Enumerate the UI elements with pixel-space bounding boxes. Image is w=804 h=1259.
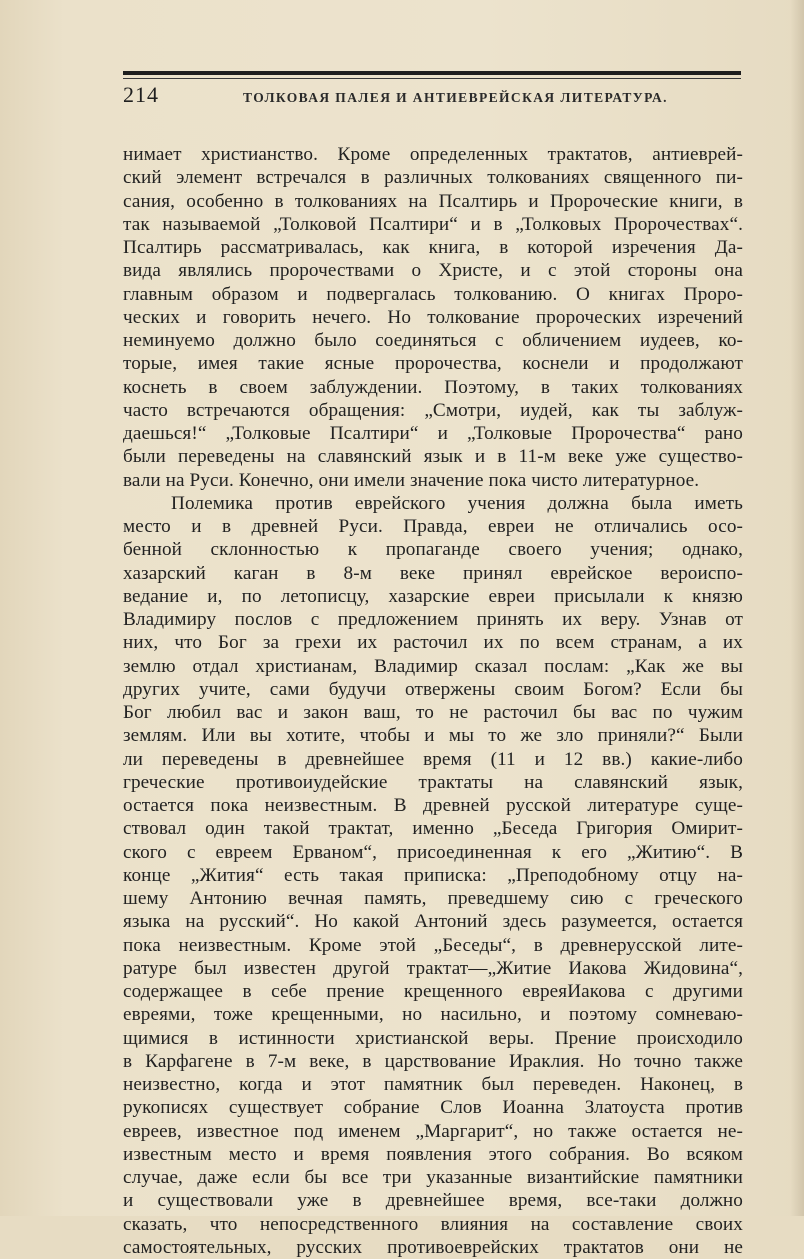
text-line: и существовали уже в древнейшее время, все-таки должно [123,1190,743,1212]
text-line: содержащее в себе прение крещенного евреяИакова с другими [123,981,743,1002]
text-line: так называемой „Толковой Псалтири“ и в „Толковых Пророчествах“. [123,213,743,235]
text-line: ли переведены в древнейшее время (11 и 12 вв.) какие-либо [123,748,743,770]
page-number: 214 [123,82,159,107]
text-line: языка на русский“. Но какой Антоний здесь разумеется, остается [123,911,743,933]
text-line: неизвестно, когда и этот памятник был переведен. Наконец, в [123,1074,743,1095]
text-line: даешься!“ „Толковые Псалтири“ и „Толковые Пророчества“ рано [123,423,743,444]
header-rule-thin [123,78,741,79]
paragraph-start-line: Полемика против еврейского учения должна была иметь [171,492,743,514]
body-text [123,143,743,1259]
page-edge-shadow [790,0,804,1216]
text-line: пока неизвестным. Кроме этой „Беседы“, в древнерусской лите- [123,934,743,956]
text-line: ратуре был известен другой трактат—„Житие Иакова Жидовина“, [123,957,743,979]
text-line: конце „Жития“ есть такая приписка: „Преподобному отцу на- [123,864,743,886]
text-line: место и в древней Руси. Правда, евреи не отличались осо- [123,516,743,537]
text-line: вали на Руси. Конечно, они имели значение пока чисто литературное. [123,469,700,491]
text-line: главным образом и подвергалась толкованию. О книгах Проро- [123,283,743,305]
running-title: ТОЛКОВАЯ ПАЛЕЯ И АНТИЕВРЕЙСКАЯ ЛИТЕРАТУРА. [243,90,668,105]
text-line: бенной склонностью к пропаганде своего учения; однако, [123,539,743,561]
text-line: Владимиру послов с предложением принять их веру. Узнав от [123,609,743,630]
text-line: ский элемент встречался в различных толкованиях священного пи- [123,167,743,189]
text-line: ведание и, по летописцу, хазарские евреи присылали к князю [123,585,743,607]
text-line: Псалтирь рассматривалась, как книга, в которой изречения Да- [123,237,743,258]
text-line: греческие противоиудейские трактаты на славянский язык, [123,771,743,793]
text-line: были переведены на славянский язык и в 11-м веке уже существо- [123,446,743,468]
page-header [123,82,743,114]
text-line: неминуемо должно было соединяться с обличением иудеев, ко- [123,330,743,351]
text-line: остается пока неизвестным. В древней русской литературе суще- [123,795,743,816]
text-line: Бог любил вас и закон ваш, то не расточил бы вас по чужим [123,702,743,723]
text-line: них, что Бог за грехи их расточил их по всем странам, а их [123,632,743,654]
text-line: щимися в истинности христианской веры. Прение происходило [123,1027,743,1049]
text-line: ского с евреем Ерваном“, присоединенная к его „Житию“. В [123,841,743,863]
text-line: рукописях существует собрание Слов Иоанна Златоуста против [123,1097,743,1119]
header-rule [123,71,741,75]
text-line: землю отдал христианам, Владимир сказал послам: „Как же вы [123,655,743,677]
text-line: землям. Или вы хотите, чтобы и мы то же зло приняли?“ Были [123,725,743,747]
text-line: хазарский каган в 8-м веке принял еврейское вероиспо- [123,562,743,584]
text-line: в Карфагене в 7-м веке, в царствование Ираклия. Но точно также [123,1050,743,1072]
text-line: случае, даже если бы все три указанные византийские памятники [123,1167,743,1188]
text-line: часто встречаются обращения: „Смотри, иудей, как ты заблуж- [123,399,743,421]
text-line: ствовал один такой трактат, именно „Беседа Григория Омирит- [123,818,743,840]
text-line: коснеть в своем заблуждении. Поэтому, в таких толкованиях [123,376,743,398]
text-line: других учите, сами будучи отвержены своим Богом? Если бы [123,678,743,700]
text-line: сказать, что непосредственного влияния на составление своих [123,1213,743,1235]
text-line: торые, имея такие ясные пророчества, коснели и продолжают [123,353,743,375]
text-line: ческих и говорить нечего. Но толкование пророческих изречений [123,306,743,328]
text-line: известным место и время появления этого собрания. Во всяком [123,1143,743,1165]
text-line: евреями, тоже крещенными, но насильно, и поэтому сомневаю- [123,1004,743,1026]
text-line: нимает христианство. Кроме определенных трактатов, антиеврей- [123,144,743,165]
text-line: шему Антонию вечная память, преведшему сию с греческого [123,888,743,909]
text-line: евреев, известное под именем „Маргарит“, но также остается не- [123,1120,743,1142]
text-line: сания, особенно в толкованиях на Псалтирь и Пророческие книги, в [123,190,743,212]
text-line: самостоятельных, русских противоеврейских трактатов они не [123,1236,743,1258]
text-line: вида являлись пророчествами о Христе, и с этой стороны она [123,260,743,282]
